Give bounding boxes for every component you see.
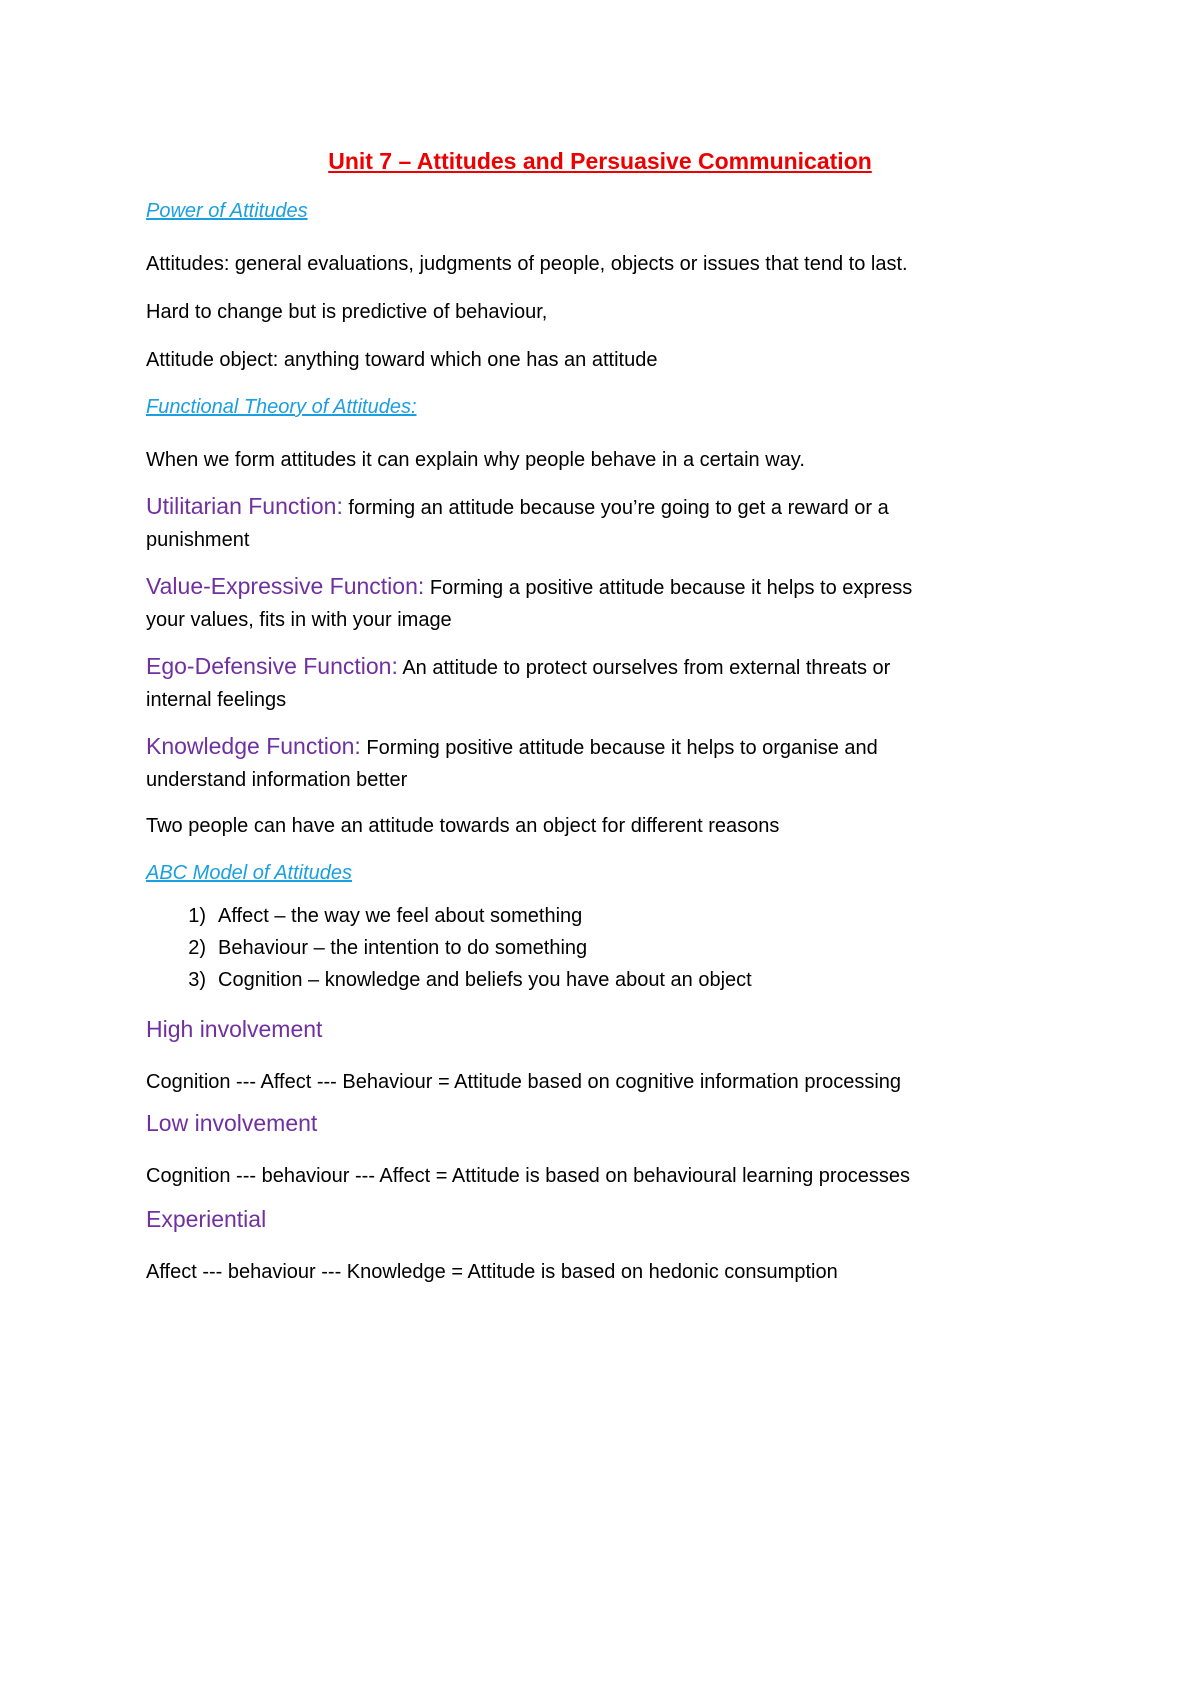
list-item: [146, 900, 752, 932]
function-description: Forming positive attitude because it helps to organise and: [360, 737, 878, 759]
paragraph-high-involvement: Cognition --- Affect --- Behaviour = Attitude based on cognitive information processing: [146, 1071, 902, 1093]
list-item-number: 2): [188, 937, 206, 959]
heading-high-involvement: High involvement: [146, 1016, 323, 1042]
list-item-text: Affect – the way we feel about something: [218, 905, 583, 927]
function-description: Forming a positive attitude because it helps to express: [424, 577, 913, 599]
page-title: Unit 7 – Attitudes and Persuasive Communication: [328, 148, 872, 174]
list-item-text: Cognition – knowledge and beliefs you have about an object: [218, 969, 752, 991]
list-item-number: 1): [188, 905, 206, 927]
paragraph-low-involvement: Cognition --- behaviour --- Affect = Attitude is based on behavioural learning processes: [146, 1165, 910, 1187]
function-description: An attitude to protect ourselves from external threats or: [397, 657, 891, 679]
function-description: forming an attitude because you’re going to get a reward or a: [342, 497, 889, 519]
function-description-continued: punishment: [146, 529, 250, 551]
function-label: Value-Expressive Function:: [146, 573, 425, 599]
function-description-continued: your values, fits in with your image: [146, 609, 452, 631]
list-item-text: Behaviour – the intention to do something: [218, 937, 588, 959]
function-label-colon: :: [336, 493, 343, 519]
paragraph-experiential: Affect --- behaviour --- Knowledge = Attitude is based on hedonic consumption: [146, 1261, 838, 1283]
value-expressive-function-entry: [146, 570, 912, 636]
utilitarian-function-entry: [146, 490, 889, 556]
list-item-number: 3): [188, 969, 206, 991]
heading-low-involvement: Low involvement: [146, 1110, 318, 1136]
function-description-continued: internal feelings: [146, 689, 287, 711]
ego-defensive-function-entry: [146, 650, 890, 716]
list-item: [146, 964, 752, 996]
paragraph-hard-to-change: Hard to change but is predictive of behaviour,: [146, 301, 548, 323]
paragraph-attitudes-definition: Attitudes: general evaluations, judgments of people, objects or issues that tend to last.: [146, 253, 908, 275]
knowledge-function-entry: [146, 730, 878, 796]
function-description-continued: understand information better: [146, 769, 408, 791]
heading-power-of-attitudes: Power of Attitudes: [146, 200, 308, 222]
function-label: Ego-Defensive Function:: [146, 653, 398, 679]
paragraph-two-people: Two people can have an attitude towards an object for different reasons: [146, 815, 780, 837]
heading-experiential: Experiential: [146, 1206, 267, 1232]
paragraph-attitude-object: Attitude object: anything toward which one has an attitude: [146, 349, 658, 371]
heading-functional-theory: Functional Theory of Attitudes:: [146, 396, 417, 418]
function-label: Knowledge Function:: [146, 733, 361, 759]
paragraph-functional-intro: When we form attitudes it can explain why people behave in a certain way.: [146, 449, 805, 471]
heading-abc-model: ABC Model of Attitudes: [146, 862, 353, 884]
list-item: [146, 932, 752, 964]
function-label: Utilitarian Function: [146, 493, 337, 519]
abc-list: [146, 900, 752, 996]
